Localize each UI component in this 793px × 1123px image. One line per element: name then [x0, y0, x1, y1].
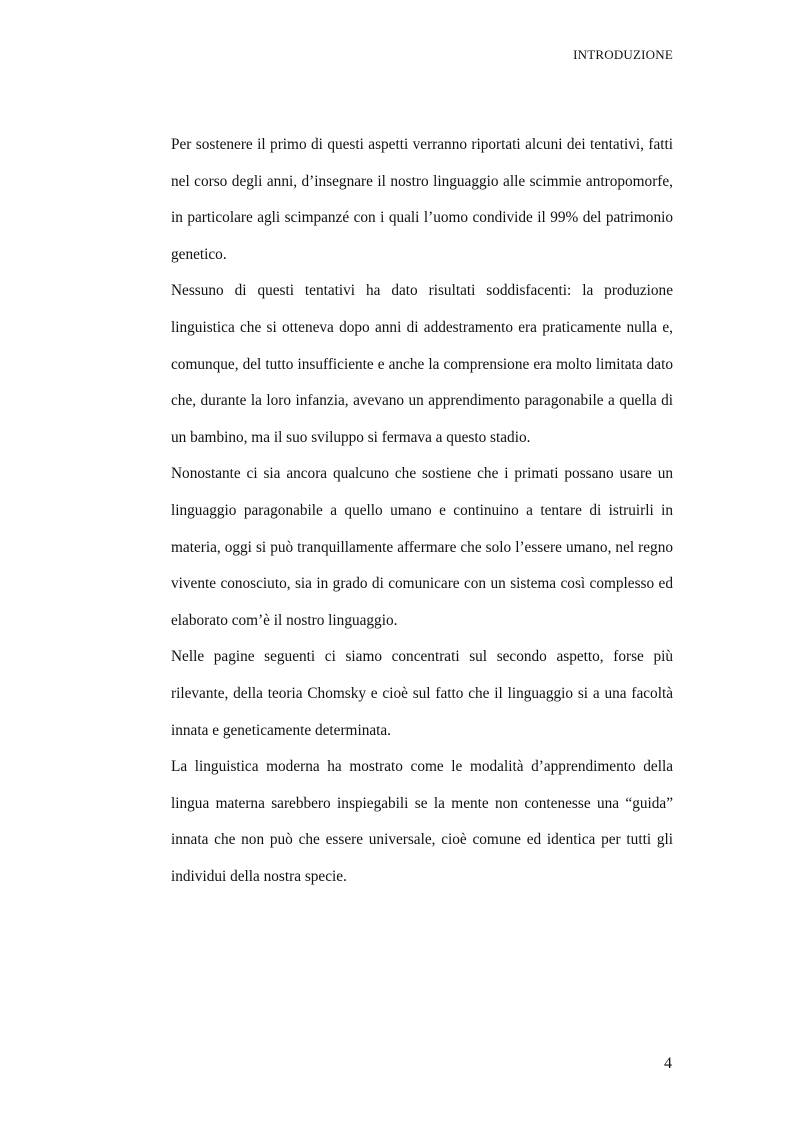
running-header: INTRODUZIONE: [573, 47, 673, 62]
paragraph: Nessuno di questi tentativi ha dato risultati soddisfacenti: la produzione linguistica che si otteneva dopo anni di addestramento era praticamente nulla e, comunque, del tutto insufficiente e anche la comprensione era molto limitata dato che, durante la loro infanzia, avevano un apprendimento paragonabile a quella di un bambino, ma il suo sviluppo si fermava a questo stadio.: [171, 282, 673, 446]
paragraph: Nelle pagine seguenti ci siamo concentrati sul secondo aspetto, forse più rilevante, della teoria Chomsky e cioè sul fatto che il linguaggio si a una facoltà innata e geneticamente determinata.: [171, 648, 673, 739]
paragraph: Nonostante ci sia ancora qualcuno che sostiene che i primati possano usare un linguaggio paragonabile a quello umano e continuino a tentare di istruirli in materia, oggi si può tranquillamente affermare che solo l’essere umano, nel regno vivente conosciuto, sia in grado di comunicare con un sistema così complesso ed elaborato com’è il nostro linguaggio.: [171, 465, 673, 629]
paragraph: La linguistica moderna ha mostrato come le modalità d’apprendimento della lingua materna sarebbero inspiegabili se la mente non contenesse una “guida” innata che non può che essere universale, cioè comune ed identica per tutti gli individui della nostra specie.: [171, 758, 673, 885]
page-number: 4: [664, 1055, 672, 1072]
body-text: [171, 127, 673, 895]
paragraph: Per sostenere il primo di questi aspetti verranno riportati alcuni dei tentativi, fatti nel corso degli anni, d’insegnare il nostro linguaggio alle scimmie antropomorfe, in particolare agli scimpanzé con i quali l’uomo condivide il 99% del patrimonio genetico.: [171, 136, 673, 263]
